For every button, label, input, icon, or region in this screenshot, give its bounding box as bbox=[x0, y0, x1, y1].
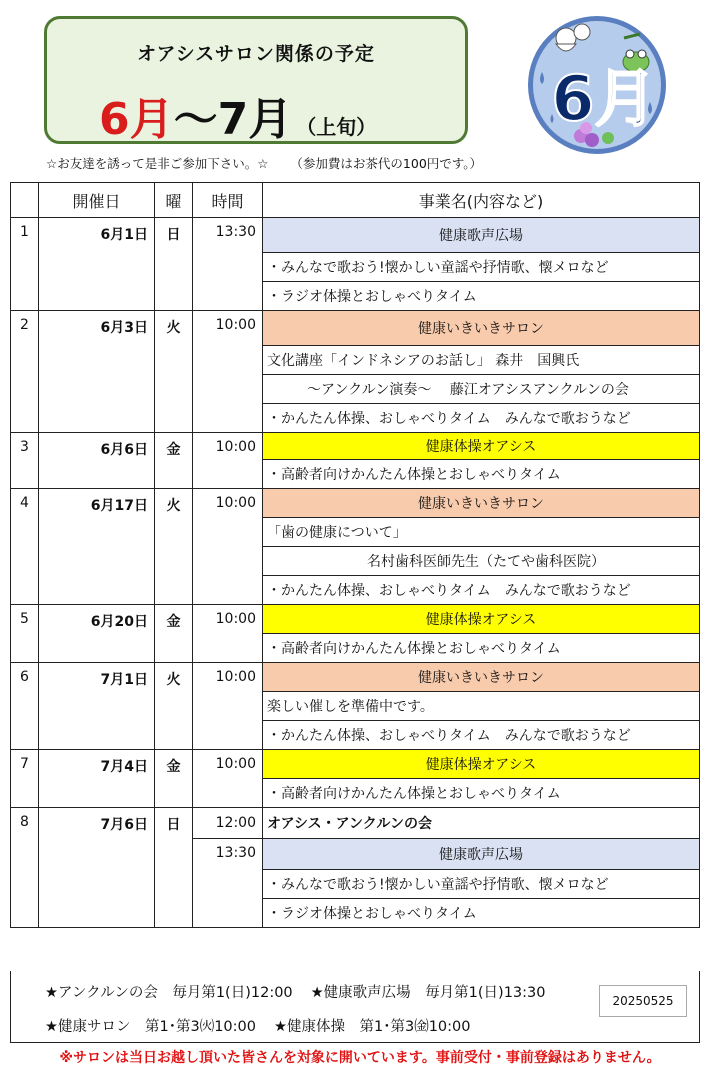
table-row bbox=[11, 433, 700, 460]
row-time-second: 13:30 bbox=[193, 839, 263, 928]
summary-singing: ★健康歌声広場 毎月第1(日)13:30 bbox=[310, 985, 546, 1001]
row-date: 6月6日 bbox=[39, 433, 155, 489]
event-name: 健康体操オアシス bbox=[263, 605, 700, 634]
event-name: 健康体操オアシス bbox=[263, 433, 700, 460]
summary-salon: ★健康サロン 第1･第3㈫10:00 bbox=[45, 1019, 256, 1035]
event-detail: ・みんなで歌おう!懐かしい童謡や抒情歌、懐メロなど bbox=[263, 870, 700, 899]
row-number: 3 bbox=[11, 433, 39, 489]
row-number: 4 bbox=[11, 489, 39, 605]
schedule-table bbox=[10, 182, 700, 928]
event-detail: ・ラジオ体操とおしゃべりタイム bbox=[263, 282, 700, 311]
row-weekday: 金 bbox=[155, 433, 193, 489]
row-number: 6 bbox=[11, 663, 39, 750]
row-number: 5 bbox=[11, 605, 39, 663]
warning-note: ※サロンは当日お越し頂いた皆さんを対象に開いています。事前受付・事前登録はありません。 bbox=[59, 1050, 661, 1066]
summary-exercise: ★健康体操 第1･第3㈮10:00 bbox=[274, 1019, 471, 1035]
col-header-num bbox=[11, 183, 39, 218]
table-row bbox=[11, 218, 700, 253]
row-date: 7月4日 bbox=[39, 750, 155, 808]
event-detail: ・みんなで歌おう!懐かしい童謡や抒情歌、懐メロなど bbox=[263, 253, 700, 282]
schedule-summary bbox=[10, 971, 700, 1043]
event-name: 健康体操オアシス bbox=[263, 750, 700, 779]
row-weekday: 火 bbox=[155, 489, 193, 605]
row-time: 13:30 bbox=[193, 218, 263, 311]
summary-anklung: ★アンクルンの会 毎月第1(日)12:00 bbox=[45, 985, 293, 1001]
header-box bbox=[44, 16, 468, 144]
row-number: 1 bbox=[11, 218, 39, 311]
table-row bbox=[11, 750, 700, 779]
row-time: 10:00 bbox=[193, 311, 263, 433]
event-detail: ・かんたん体操、おしゃべりタイム みんなで歌おうなど bbox=[263, 576, 700, 605]
row-time: 10:00 bbox=[193, 433, 263, 489]
invite-notice: ☆お友達を誘って是非ご参加下さい。☆ bbox=[46, 156, 269, 171]
row-time: 10:00 bbox=[193, 489, 263, 605]
table-header-row bbox=[11, 183, 700, 218]
event-name: オアシス・アンクルンの会 bbox=[263, 808, 700, 839]
row-date: 6月20日 bbox=[39, 605, 155, 663]
table-row bbox=[11, 808, 700, 839]
event-detail: 名村歯科医師先生（たてや歯科医院） bbox=[263, 547, 700, 576]
row-time: 10:00 bbox=[193, 605, 263, 663]
col-header-event: 事業名(内容など) bbox=[263, 183, 700, 218]
row-weekday: 金 bbox=[155, 750, 193, 808]
frog-teru-teru-bozu-hydrangea-icon bbox=[526, 14, 668, 156]
row-time: 10:00 bbox=[193, 750, 263, 808]
row-number: 7 bbox=[11, 750, 39, 808]
row-time: 10:00 bbox=[193, 663, 263, 750]
row-date: 6月17日 bbox=[39, 489, 155, 605]
event-name: 健康いきいきサロン bbox=[263, 311, 700, 346]
col-header-time: 時間 bbox=[193, 183, 263, 218]
row-weekday: 火 bbox=[155, 311, 193, 433]
month-end: 7月 bbox=[217, 94, 293, 145]
event-detail: 楽しい催しを準備中です。 bbox=[263, 692, 700, 721]
event-detail: ・高齢者向けかんたん体操とおしゃべりタイム bbox=[263, 779, 700, 808]
fee-notice: （参加費はお茶代の100円です。） bbox=[290, 156, 483, 171]
event-detail: ・ラジオ体操とおしゃべりタイム bbox=[263, 899, 700, 928]
table-row bbox=[11, 663, 700, 692]
page-title: オアシスサロン関係の予定 bbox=[137, 43, 375, 65]
row-weekday: 火 bbox=[155, 663, 193, 750]
row-number: 8 bbox=[11, 808, 39, 928]
row-weekday: 金 bbox=[155, 605, 193, 663]
event-detail: ・高齢者向けかんたん体操とおしゃべりタイム bbox=[263, 460, 700, 489]
table-row bbox=[11, 311, 700, 346]
badge-label: 6月 bbox=[551, 62, 657, 135]
row-date: 6月3日 bbox=[39, 311, 155, 433]
event-name: 健康いきいきサロン bbox=[263, 663, 700, 692]
event-detail: ・高齢者向けかんたん体操とおしゃべりタイム bbox=[263, 634, 700, 663]
row-number: 2 bbox=[11, 311, 39, 433]
month-tilde: ～ bbox=[173, 94, 218, 145]
row-date: 7月1日 bbox=[39, 663, 155, 750]
event-detail: 文化講座「インドネシアのお話し」 森井 国興氏 bbox=[263, 346, 700, 375]
document-code: 20250525 bbox=[599, 985, 687, 1017]
table-row bbox=[11, 605, 700, 634]
event-name: 健康歌声広場 bbox=[263, 218, 700, 253]
row-weekday: 日 bbox=[155, 218, 193, 311]
table-row bbox=[11, 489, 700, 518]
col-header-date: 開催日 bbox=[39, 183, 155, 218]
row-date: 7月6日 bbox=[39, 808, 155, 928]
notice-line bbox=[46, 154, 504, 172]
event-detail: ～アンクルン演奏～ 藤江オアシスアンクルンの会 bbox=[263, 375, 700, 404]
summary-line-1 bbox=[45, 981, 564, 1002]
event-name: 健康いきいきサロン bbox=[263, 489, 700, 518]
month-badge bbox=[526, 14, 668, 156]
event-name-second: 健康歌声広場 bbox=[263, 839, 700, 870]
row-time: 12:00 bbox=[193, 808, 263, 839]
col-header-dow: 曜 bbox=[155, 183, 193, 218]
summary-line-2 bbox=[45, 1015, 489, 1036]
event-detail: ・かんたん体操、おしゃべりタイム みんなで歌おうなど bbox=[263, 404, 700, 433]
period-note: （上旬） bbox=[296, 115, 377, 139]
month-start: 6月 bbox=[99, 94, 174, 145]
event-detail: ・かんたん体操、おしゃべりタイム みんなで歌おうなど bbox=[263, 721, 700, 750]
row-weekday: 日 bbox=[155, 808, 193, 928]
period-heading bbox=[99, 83, 376, 147]
row-date: 6月1日 bbox=[39, 218, 155, 311]
event-detail: 「歯の健康について」 bbox=[263, 518, 700, 547]
